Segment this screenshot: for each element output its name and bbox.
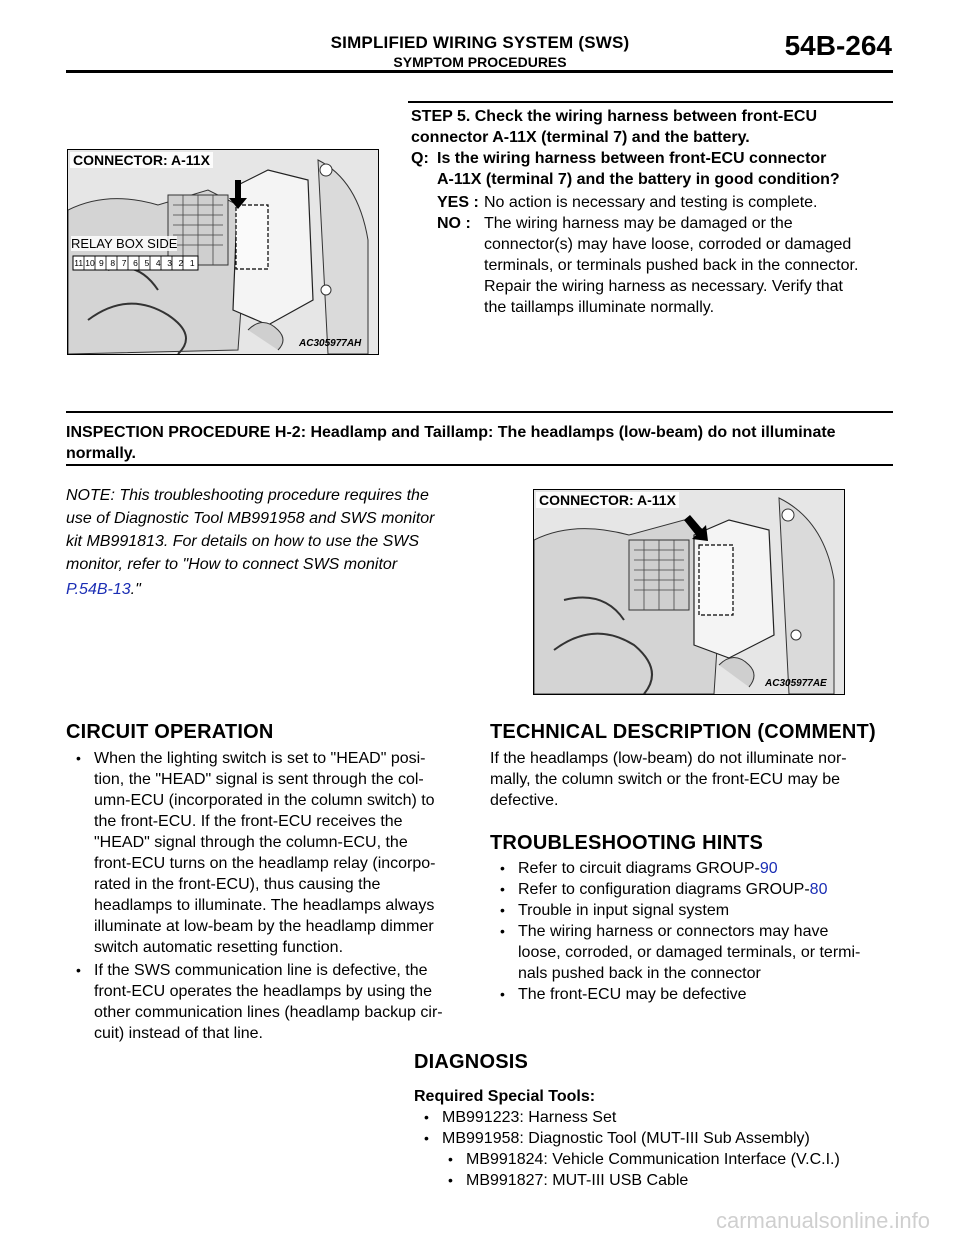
list-item: • MB991223: Harness Set [414,1107,894,1128]
list-item: • When the lighting switch is set to "HEAD" posi- tion, the "HEAD" signal is sent through the col- umn-ECU (incorporated in the column switch) to the front-ECU. If the front-ECU receives the "HEAD" signal through the column-ECU, the front-ECU turns on the headlamp relay (incorpo- rated in the front-ECU), thus causing the headlamps to illuminate. The headlamps always illuminate at low-beam by the headlamp dimmer switch automatic resetting function. [66,748,476,958]
group-90-link[interactable]: 90 [759,860,778,877]
circuit-operation-heading: CIRCUIT OPERATION [66,721,274,743]
inspection-rule-bottom [66,464,893,466]
terminal-number: 11 [74,258,84,268]
terminal-number: 3 [167,258,172,268]
terminal-number: 10 [85,258,95,268]
connector-figure-1 [67,149,379,355]
figure2-connector-label: CONNECTOR: A-11X [536,492,679,508]
no-label: NO : [437,215,471,232]
header-rule [66,70,893,73]
figure1-id: AC305977AH [299,338,362,349]
step5-question-2: A-11X (terminal 7) and the battery in good condition? [437,171,840,188]
technical-description-heading: TECHNICAL DESCRIPTION (COMMENT) [490,721,876,743]
step-rule [408,101,893,103]
page-number: 54B-264 [784,30,892,61]
list-item: • Refer to configuration diagrams GROUP-80 [490,879,900,900]
engine-bay-illustration-1 [68,150,378,354]
terminal-number: 4 [155,258,161,268]
figure1-connector-label: CONNECTOR: A-11X [70,152,213,168]
inspection-rule-top [66,411,893,413]
terminal-number: 5 [144,258,150,268]
step5-title-2: connector A-11X (terminal 7) and the battery. [411,129,750,146]
list-item: • Refer to circuit diagrams GROUP-90 [490,858,900,879]
step5-q-prefix: Q: [411,150,429,167]
terminal-number: 9 [99,258,104,268]
terminal-number: 1 [189,258,195,268]
troubleshooting-hints-list [490,858,900,1005]
yes-label: YES : [437,194,479,211]
list-item: • The front-ECU may be defective [490,984,900,1005]
section-subtitle: SYMPTOM PROCEDURES [393,54,567,70]
figure2-id: AC305977AE [765,678,827,689]
step5-question-1: Is the wiring harness between front-ECU connector [437,150,827,167]
technical-description-text: If the headlamps (low-beam) do not illuminate nor- mally, the column switch or the front-ECU may be defective. [490,750,847,809]
subtools-list [438,1149,898,1191]
circuit-operation-list [66,748,476,1044]
no-text: The wiring harness may be damaged or the connector(s) may have loose, corroded or damaged terminals, or terminals pushed back in the connector. Repair the wiring harness as necessary. Verify that the taillamps illuminate normally. [484,215,859,316]
terminal-number: 2 [178,258,184,268]
note-text: NOTE: This troubleshooting procedure requires the use of Diagnostic Tool MB991958 and SWS monitor kit MB991813. For details on how to use the SWS monitor, refer to "How to connect SWS monitor P.54B-13." [66,487,435,598]
yes-text: No action is necessary and testing is complete. [484,194,818,211]
terminal-number: 6 [133,258,138,268]
engine-bay-illustration-2 [534,490,844,694]
group-80-link[interactable]: 80 [809,881,828,898]
diagnosis-heading: DIAGNOSIS [414,1051,529,1073]
list-item: • The wiring harness or connectors may have loose, corroded, or damaged terminals, or termi- nals pushed back in the connector [490,921,900,984]
connector-figure-2 [533,489,845,695]
list-item: • If the SWS communication line is defective, the front-ECU operates the headlamps by using the other communication lines (headlamp backup cir- cuit) instead of that line. [66,960,476,1044]
terminal-number: 7 [121,258,127,268]
terminal-number: 8 [110,258,116,268]
watermark-text: carmanualsonline.info [715,1208,930,1233]
inspection-title-2: normally. [66,445,136,462]
note-link[interactable]: P.54B-13 [66,581,131,598]
relay-box-label: RELAY BOX SIDE [71,236,178,251]
terminal-numbers [73,257,198,269]
troubleshooting-hints-heading: TROUBLESHOOTING HINTS [490,832,764,854]
required-tools-label: Required Special Tools: [414,1088,596,1105]
step5-title-1: STEP 5. Check the wiring harness between front-ECU [411,108,818,125]
list-item: • MB991958: Diagnostic Tool (MUT-III Sub Assembly) [414,1128,894,1149]
list-item: • Trouble in input signal system [490,900,900,921]
tools-list [414,1107,894,1149]
inspection-title-1: INSPECTION PROCEDURE H-2: Headlamp and Taillamp: The headlamps (low-beam) do not illuminate [66,424,836,441]
section-title: SIMPLIFIED WIRING SYSTEM (SWS) [330,33,630,52]
list-item: • MB991827: MUT-III USB Cable [438,1170,898,1191]
list-item: • MB991824: Vehicle Communication Interface (V.C.I.) [438,1149,898,1170]
